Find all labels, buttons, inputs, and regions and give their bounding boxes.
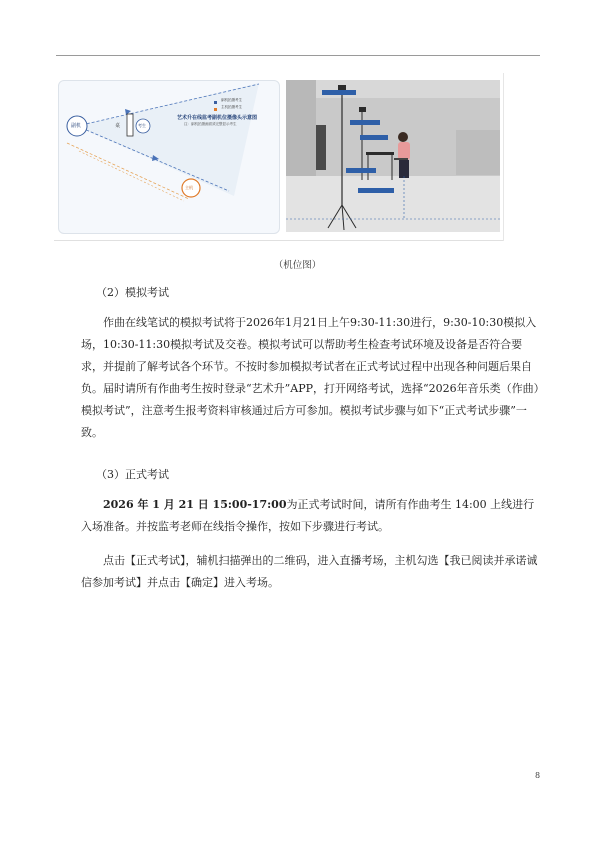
section2-paragraph-1: 作曲在线笔试的模拟考试将于2026年1月21日上午9:30-11:30进行，9:30-10:30模拟入场，10:30-11:30模拟考试及交卷。模拟考试可以帮助考生检查考试环境及设备是否符合要求，并提前了解考试各个环节。不按时参加模拟考试者在正式考试过程中出现各种问题后果自负。 xyxy=(81,316,537,395)
room-photo-drawing xyxy=(286,80,500,232)
label-desk: 桌 xyxy=(115,123,121,129)
exam-time: 2026 年 1 月 21 日 15:00-17:00 xyxy=(103,498,287,511)
diagram-drawing xyxy=(59,81,279,233)
label-main: 主机 xyxy=(185,185,193,190)
header-rule xyxy=(56,55,540,56)
figure-caption: （机位图） xyxy=(273,260,322,271)
section3-heading: （3）正式考试 xyxy=(96,468,169,481)
legend-line-2: 主机拍摄考生 xyxy=(221,105,242,109)
diagram-note: 注：副机拍摄画面须完整显示考生 xyxy=(184,122,237,126)
camera-position-diagram xyxy=(58,80,280,234)
section2-paragraph-2: 届时请所有作曲考生按时登录“艺术升”APP，打开网络考试，选择“2026年音乐类（作曲）模拟考试”，注意考生报考资料审核通过后方可参加。模拟考试步骤与如下“正式考试步骤”一致。 xyxy=(81,382,540,439)
section3-paragraph-2: 点击【正式考试】，辅机扫描弹出的二维码，进入直播考场，主机勾选【我已阅读并承诺诚信参加考试】并点击【确定】进入考场。 xyxy=(81,554,538,589)
camera-position-photo xyxy=(286,80,500,232)
legend-line-1: 副机拍摄考生 xyxy=(221,98,242,102)
page-number: 8 xyxy=(535,771,541,780)
section2-heading: （2）模拟考试 xyxy=(96,286,169,299)
diagram-title: 艺术升在线监考副机位摄像头示意图 xyxy=(177,115,258,121)
label-camera: 副机 xyxy=(71,123,82,129)
label-person: 考生 xyxy=(138,123,146,128)
exam-time-rest: 为正式考试时间，请所有作曲考生 14:00 上线进行入场准备。并按监考老师在线指令操作，按如下步骤进行考试。 xyxy=(81,498,535,533)
section3-paragraph-1 xyxy=(81,494,541,538)
